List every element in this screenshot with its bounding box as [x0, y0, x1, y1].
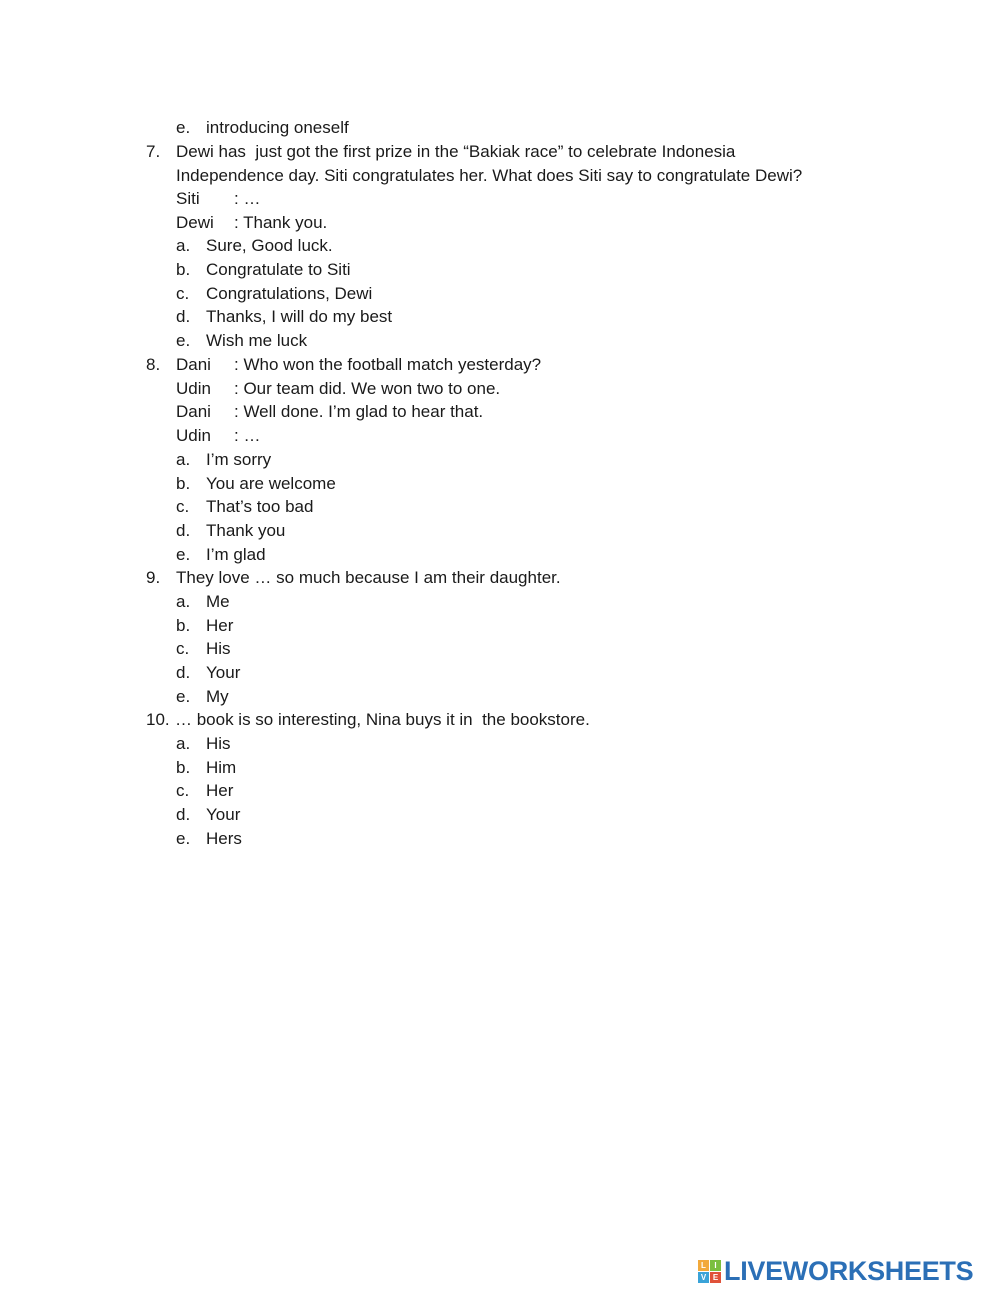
- dialog-line: : …: [234, 426, 261, 445]
- question-number: 9.: [146, 568, 161, 587]
- option-letter: b.: [176, 474, 191, 493]
- option-text: His: [206, 639, 231, 658]
- logo-mark-tile: E: [710, 1272, 721, 1283]
- option-letter: c.: [176, 781, 190, 800]
- option-letter: b.: [176, 758, 191, 777]
- logo-text: LIVEWORKSHEETS: [724, 1255, 974, 1286]
- option-letter: e.: [176, 331, 191, 350]
- option-letter: e.: [176, 545, 191, 564]
- logo-mark-tile: I: [710, 1260, 721, 1271]
- option-letter: e.: [176, 829, 191, 848]
- option-text: Thanks, I will do my best: [206, 307, 393, 326]
- option-text: Her: [206, 616, 234, 635]
- option-letter: a.: [176, 236, 191, 255]
- option-letter: d.: [176, 805, 191, 824]
- logo-mark-tile: V: [698, 1272, 709, 1283]
- option-text: That’s too bad: [206, 497, 314, 516]
- dialog-speaker: Dewi: [176, 213, 214, 232]
- option-letter: b.: [176, 616, 191, 635]
- option-letter: a.: [176, 734, 191, 753]
- dialog-line: : Our team did. We won two to one.: [234, 379, 501, 398]
- option-text: Sure, Good luck.: [206, 236, 333, 255]
- question-text: Dewi has just got the first prize in the “Bakiak race” to celebrate Indonesia: [176, 142, 736, 161]
- option-text: Hers: [206, 829, 242, 848]
- option-text: Your: [206, 805, 241, 824]
- option-text: Congratulations, Dewi: [206, 284, 373, 303]
- option-letter: e.: [176, 687, 191, 706]
- option-letter: c.: [176, 497, 190, 516]
- dialog-speaker: Siti: [176, 189, 200, 208]
- question-text: They love … so much because I am their daughter.: [176, 568, 561, 587]
- option-letter: d.: [176, 663, 191, 682]
- option-text: I’m glad: [206, 545, 266, 564]
- liveworksheets-logo: [698, 1255, 974, 1286]
- option-text: Him: [206, 758, 237, 777]
- option-text: Her: [206, 781, 234, 800]
- option-text: My: [206, 687, 229, 706]
- logo-mark-tile: L: [698, 1260, 709, 1271]
- option-letter: d.: [176, 307, 191, 326]
- option-text: Your: [206, 663, 241, 682]
- option-letter: a.: [176, 450, 191, 469]
- option-letter: b.: [176, 260, 191, 279]
- dialog-speaker: Dani: [176, 402, 211, 421]
- question-text: … book is so interesting, Nina buys it in the bookstore.: [175, 710, 590, 729]
- dialog-line: : Thank you.: [234, 213, 328, 232]
- question-number: 10.: [146, 710, 170, 729]
- option-text: You are welcome: [206, 474, 336, 493]
- dialog-line: : Well done. I’m glad to hear that.: [234, 402, 484, 421]
- dialog-speaker: Udin: [176, 379, 211, 398]
- option-letter: a.: [176, 592, 191, 611]
- option-text: Congratulate to Siti: [206, 260, 351, 279]
- question-text: Independence day. Siti congratulates her. What does Siti say to congratulate Dewi?: [176, 166, 803, 185]
- dialog-line: : …: [234, 189, 261, 208]
- option-text: Thank you: [206, 521, 286, 540]
- option-letter: c.: [176, 284, 190, 303]
- option-text: His: [206, 734, 231, 753]
- question-number: 7.: [146, 142, 161, 161]
- dialog-line: : Who won the football match yesterday?: [234, 355, 542, 374]
- option-text: I’m sorry: [206, 450, 272, 469]
- option-text: Me: [206, 592, 230, 611]
- question-number: 8.: [146, 355, 161, 374]
- dialog-speaker: Udin: [176, 426, 211, 445]
- option-letter: c.: [176, 639, 190, 658]
- option-letter: e.: [176, 118, 191, 137]
- dialog-speaker: Dani: [176, 355, 211, 374]
- option-text: Wish me luck: [206, 331, 308, 350]
- option-text: introducing oneself: [206, 118, 349, 137]
- logo-mark-icon: [698, 1260, 721, 1283]
- option-letter: d.: [176, 521, 191, 540]
